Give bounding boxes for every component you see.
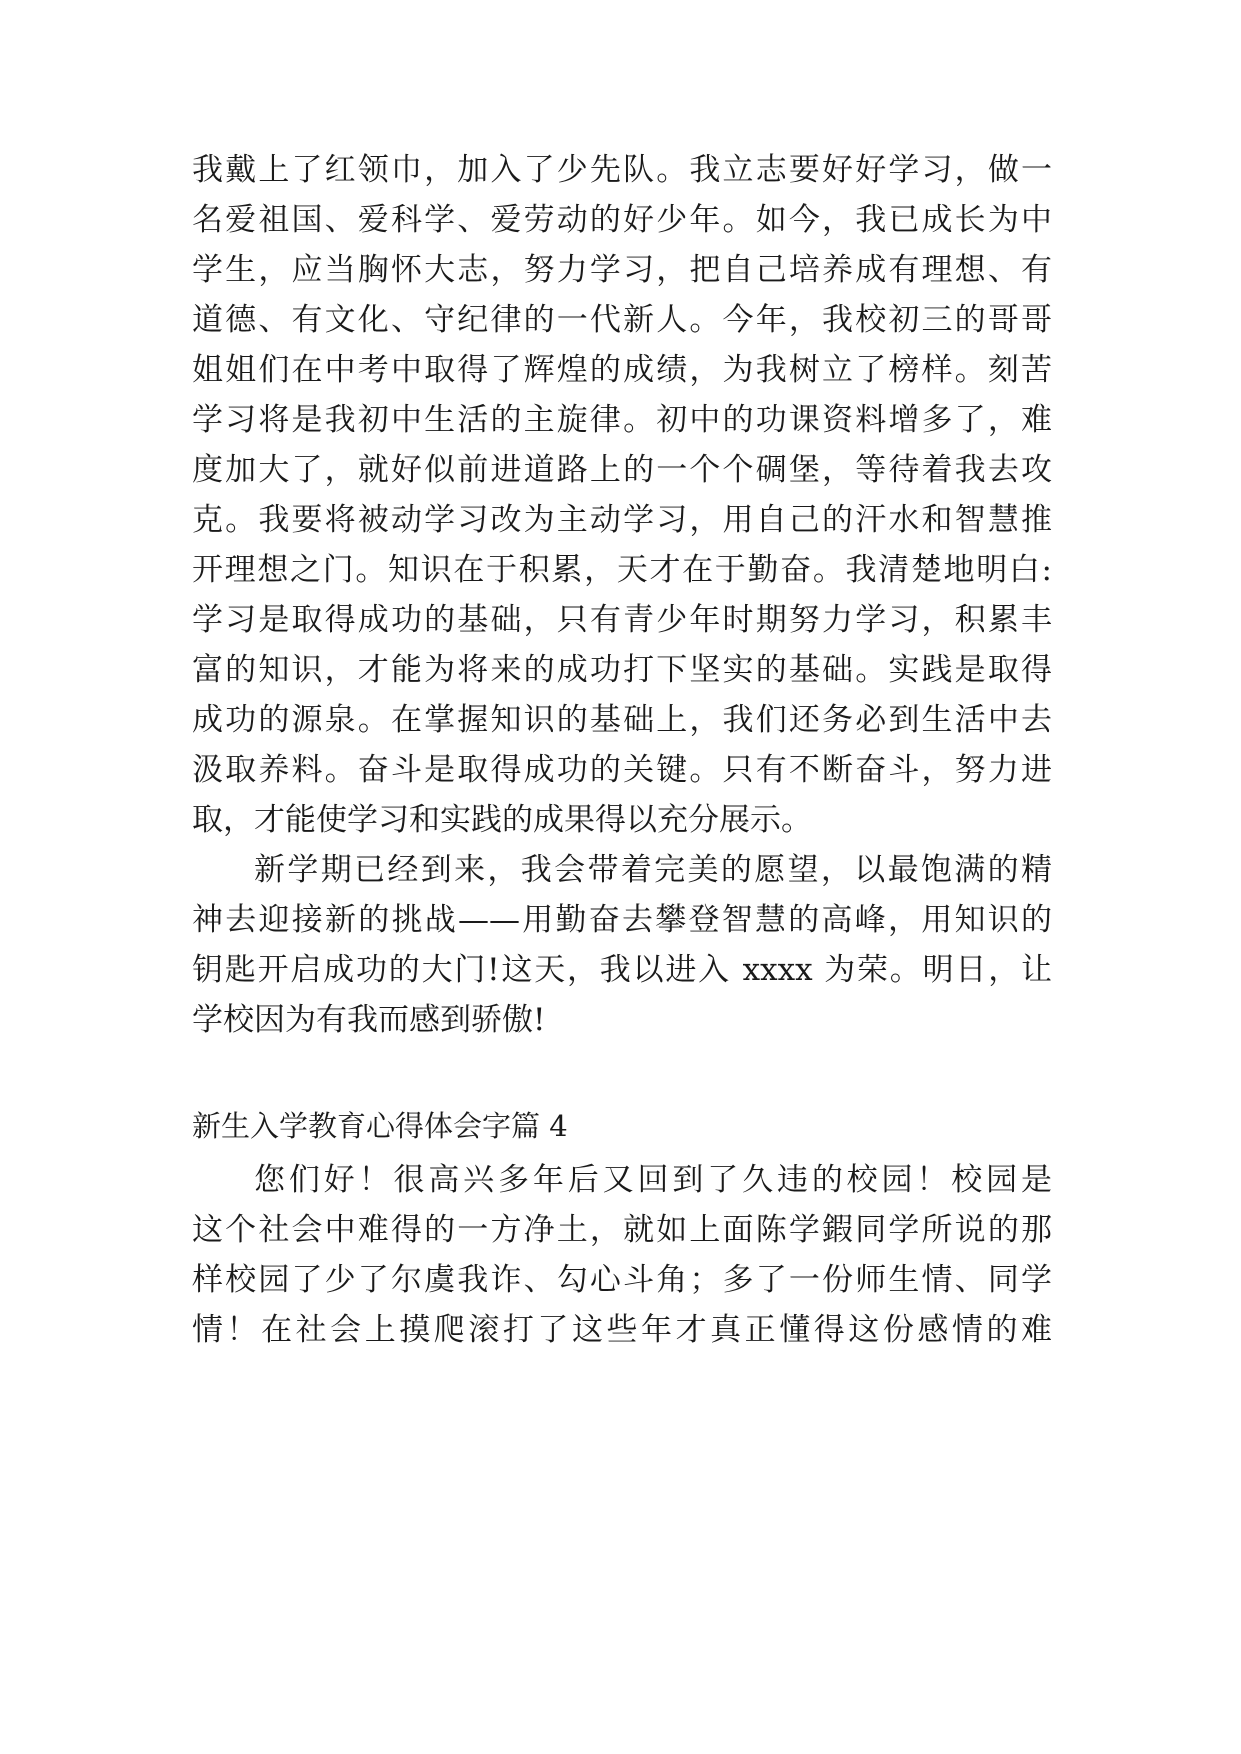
text-line: 学生，应当胸怀大志，努力学习，把自己培养成有理想、有 [192,252,1052,288]
text-line: 姐姐们在中考中取得了辉煌的成绩，为我树立了榜样。刻苦 [192,352,1052,388]
text-line: 新学期已经到来，我会带着完美的愿望，以最饱满的精 [254,852,1052,888]
section-heading: 新生入学教育心得体会字篇 4 [192,1109,568,1143]
text-line: 名爱祖国、爱科学、爱劳动的好少年。如今，我已成长为中 [192,202,1052,238]
text-line: 汲取养料。奋斗是取得成功的关键。只有不断奋斗，努力进 [192,752,1052,788]
text-line: 成功的源泉。在掌握知识的基础上，我们还务必到生活中去 [192,702,1052,738]
text-line: 钥匙开启成功的大门!这天，我以进入 xxxx 为荣。明日，让 [192,952,1052,988]
text-line: 学习是取得成功的基础，只有青少年时期努力学习，积累丰 [192,602,1052,638]
text-line: 样校园了少了尔虞我诈、勾心斗角；多了一份师生情、同学 [192,1262,1052,1298]
text-line: 学习将是我初中生活的主旋律。初中的功课资料增多了，难 [192,402,1052,438]
text-line: 我戴上了红领巾，加入了少先队。我立志要好好学习，做一 [192,152,1052,188]
text-line: 富的知识，才能为将来的成功打下坚实的基础。实践是取得 [192,652,1052,688]
text-line: 度加大了，就好似前进道路上的一个个碉堡，等待着我去攻 [192,452,1052,488]
text-line: 神去迎接新的挑战——用勤奋去攀登智慧的高峰，用知识的 [192,902,1052,938]
text-line: 取，才能使学习和实践的成果得以充分展示。 [192,802,812,838]
text-line: 学校因为有我而感到骄傲! [192,1002,546,1038]
text-line: 情！在社会上摸爬滚打了这些年才真正懂得这份感情的难 [192,1312,1052,1348]
text-line: 克。我要将被动学习改为主动学习，用自己的汗水和智慧推 [192,502,1052,538]
text-line: 开理想之门。知识在于积累，天才在于勤奋。我清楚地明白: [192,552,1052,588]
text-line: 您们好！很高兴多年后又回到了久违的校园！校园是 [254,1162,1052,1198]
text-line: 这个社会中难得的一方净土，就如上面陈学鍜同学所说的那 [192,1212,1052,1248]
text-line: 道德、有文化、守纪律的一代新人。今年，我校初三的哥哥 [192,302,1052,338]
